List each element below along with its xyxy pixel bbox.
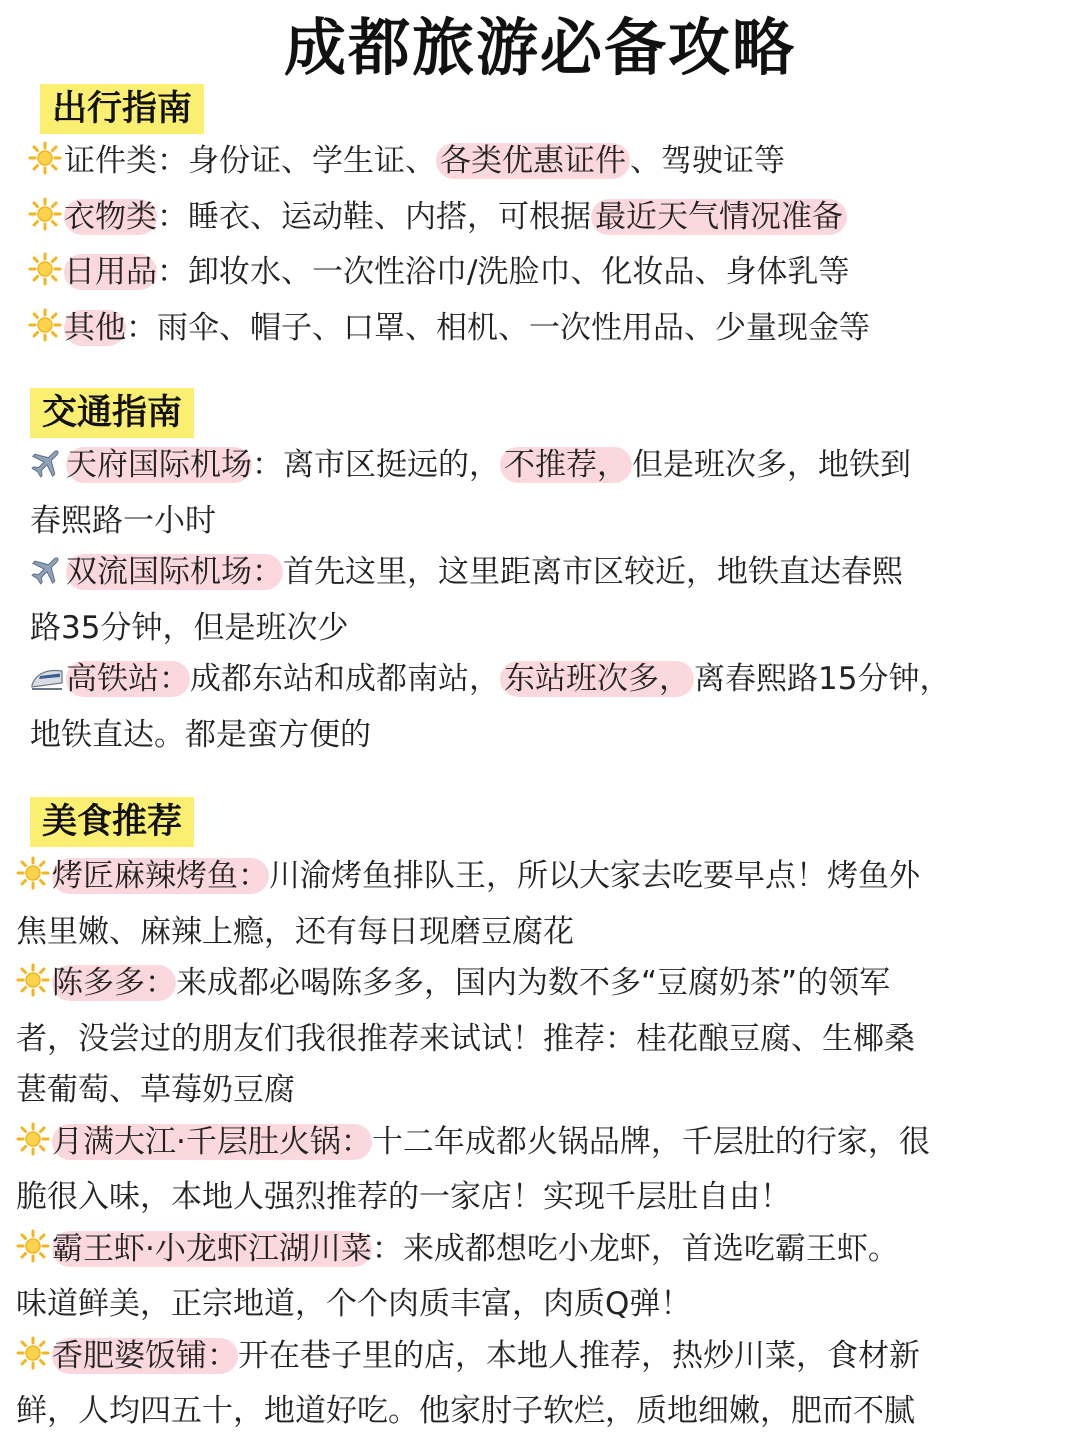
sun-icon [28, 307, 62, 359]
list-item [16, 1224, 1080, 1280]
food-list [16, 851, 1080, 1438]
sun-icon [16, 855, 50, 907]
sun-icon [16, 1121, 50, 1173]
item-label: 陈多多： [52, 965, 176, 1001]
item-text: 雨伞、帽子、口罩、相机、一次性用品、少量现金等 [157, 309, 870, 346]
list-item [28, 303, 1080, 359]
item-text: 成都东站和成都南站， [190, 661, 500, 697]
item-text: 来成都想吃小龙虾，首选吃霸王虾。 [402, 1230, 899, 1267]
item-label: 证件类 [64, 143, 157, 179]
list-item [16, 958, 1080, 1014]
item-continuation: 味道鲜美，正宗地道，个个肉质丰富，肉质Q弹！ [16, 1286, 692, 1322]
airplane-icon [30, 444, 64, 496]
item-continuation: 春熙路一小时 [30, 502, 216, 539]
sun-icon [16, 1335, 50, 1387]
item-continuation: 路35分钟，但是班次少 [30, 609, 349, 646]
section-heading-food: 美食推荐 [30, 797, 194, 847]
item-continuation: 焦里嫩、麻辣上瘾，还有每日现磨豆腐花 [16, 913, 574, 950]
section-heading-transport: 交通指南 [30, 388, 194, 438]
highlight: 不推荐， [500, 447, 632, 483]
list-item [28, 247, 1080, 303]
item-continuation: 脆很入味，本地人强烈推荐的一家店！实现千层肚自由！ [16, 1179, 791, 1215]
list-item [16, 1117, 1080, 1173]
item-continuation: 鲜，人均四五十，地道好吃。他家肘子软烂，质地细嫩，肥而不腻 [16, 1393, 915, 1429]
train-icon [30, 658, 64, 710]
item-sep: ： [157, 198, 188, 235]
sun-icon [16, 1228, 50, 1280]
item-text: 开在巷子里的店，本地人推荐，热炒川菜，食材新 [238, 1337, 920, 1374]
item-label: 烤匠麻辣烤鱼： [52, 858, 269, 894]
item-text: 首先这里，这里距离市区较近，地铁直达春熙 [283, 554, 903, 590]
item-sep: ： [126, 309, 157, 346]
item-label: 衣物类 [64, 198, 157, 235]
section-transport [0, 388, 1080, 761]
item-label: 双流国际机场： [66, 554, 283, 590]
list-item [28, 136, 1080, 192]
item-text: 离春熙路15分钟， [694, 661, 951, 697]
item-label: 高铁站： [66, 661, 190, 697]
item-label: 其他 [64, 309, 126, 346]
item-continuation: 者，没尝过的朋友们我很推荐来试试！推荐：桂花酿豆腐、生椰桑 [16, 1020, 915, 1057]
item-label: 霸王虾·小龙虾江湖川菜 [52, 1230, 372, 1267]
section-heading-travel: 出行指南 [40, 84, 204, 134]
sun-icon [28, 196, 62, 248]
item-label: 月满大江·千层肚火锅： [52, 1123, 372, 1160]
list-item [16, 1331, 1080, 1387]
sun-icon [28, 251, 62, 303]
item-sep: ： [157, 143, 188, 179]
item-text: 睡衣、运动鞋、内搭，可根据 [188, 198, 591, 235]
item-sep: ： [157, 254, 188, 290]
highlight: 最近天气情况准备 [591, 199, 847, 235]
item-label: 日用品 [64, 254, 157, 290]
item-text: 十二年成都火锅品牌，千层肚的行家，很 [371, 1123, 930, 1160]
list-item [28, 192, 1080, 248]
item-continuation: 地铁直达。都是蛮方便的 [30, 716, 371, 753]
section-food [0, 797, 1080, 1438]
item-text: 身份证、学生证、 [188, 143, 436, 179]
item-text: ：离市区挺远的， [252, 447, 500, 483]
travel-list [28, 136, 1080, 358]
item-label: 香肥婆饭铺： [52, 1337, 238, 1374]
page-title: 成都旅游必备攻略 [283, 11, 796, 84]
list-item [30, 654, 1080, 710]
transport-list [30, 440, 1080, 761]
highlight: 各类优惠证件 [436, 143, 630, 179]
item-label: 天府国际机场 [66, 447, 252, 483]
item-continuation: 葚葡萄、草莓奶豆腐 [16, 1072, 295, 1108]
item-sep: ： [371, 1230, 403, 1267]
list-item [30, 440, 1080, 496]
highlight: 东站班次多， [500, 661, 694, 697]
item-text: 但是班次多，地铁到 [632, 447, 911, 483]
list-item [16, 851, 1080, 907]
sun-icon [16, 962, 50, 1014]
airplane-icon [30, 551, 64, 603]
list-item [30, 547, 1080, 603]
sun-icon [28, 140, 62, 192]
section-travel [0, 84, 1080, 358]
item-text: 川渝烤鱼排队王，所以大家去吃要早点！烤鱼外 [269, 858, 920, 894]
item-text: 卸妆水、一次性浴巾/洗脸巾、化妆品、身体乳等 [188, 254, 850, 290]
item-text: 来成都必喝陈多多，国内为数不多“豆腐奶茶”的领军 [176, 965, 891, 1001]
item-text: 、驾驶证等 [630, 143, 785, 179]
